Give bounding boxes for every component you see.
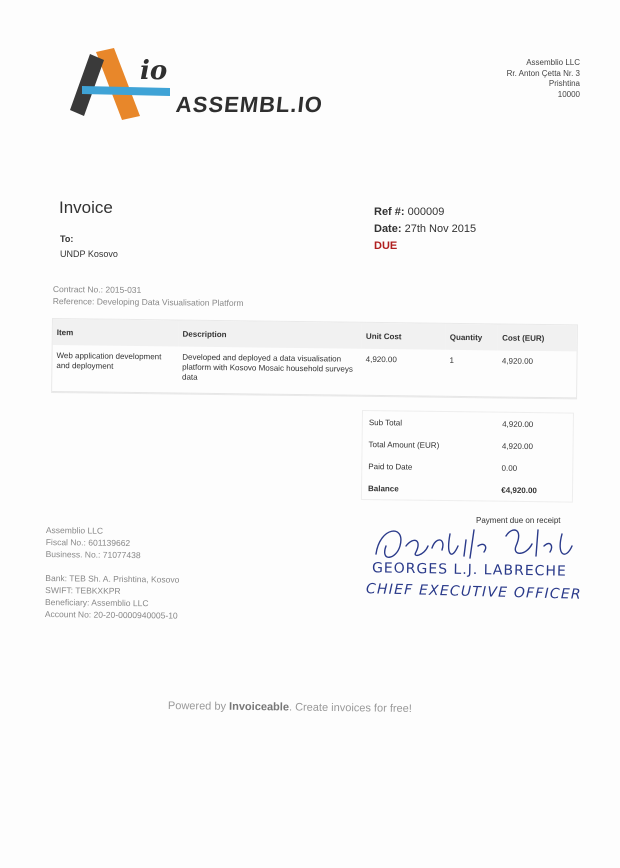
address-line: Rr. Anton Çetta Nr. 3: [506, 68, 580, 78]
address-line: Assemblio LLC: [526, 58, 580, 67]
logo-io-text: io: [140, 56, 168, 86]
totals-table: [361, 410, 574, 503]
paid-value: 0.00: [501, 463, 518, 473]
business-number: Business. No.: 71077438: [45, 548, 141, 561]
balance-label: Balance: [367, 483, 399, 493]
swift-code: SWIFT: TEBKXKPR: [45, 584, 121, 596]
invoice-title: Invoice: [59, 198, 113, 217]
ref-value: 000009: [407, 206, 445, 218]
logo-name-text: ASSEMBL.IO: [174, 92, 325, 117]
logo-orange-bar: [96, 48, 140, 120]
bank-company: Assemblio LLC: [45, 524, 104, 536]
payment-due-note: Payment due on receipt: [476, 516, 561, 525]
account-number: Account No: 20-20-0000940005-10: [44, 608, 178, 621]
powered-prefix: Powered by: [167, 700, 227, 713]
company-address: [507, 58, 580, 100]
signatory-title: CHIEF EXECUTIVE OFFICER: [365, 581, 583, 603]
contract-reference: Reference: Developing Data Visualisation Platform: [52, 295, 244, 308]
table-row: [52, 345, 577, 397]
beneficiary: Beneficiary: Assemblio LLC: [44, 596, 149, 609]
date-label: Date:: [374, 223, 402, 235]
subtotal-value: 4,920.00: [502, 419, 534, 429]
signatory-name: GEORGES L.J. LABRECHE: [371, 560, 567, 580]
logo-blue-bar: [82, 86, 170, 96]
bank-name: Bank: TEB Sh. A. Prishtina, Kosovo: [45, 572, 180, 585]
total-amount-label: Total Amount (EUR): [368, 439, 440, 450]
bank-info: [45, 524, 180, 622]
contract-info: [53, 283, 244, 309]
recipient-name: UNDP Kosovo: [60, 249, 118, 259]
balance-row: [362, 477, 572, 502]
status-badge: DUE: [374, 240, 398, 252]
total-amount-row: [362, 433, 572, 458]
balance-value: €4,920.00: [501, 485, 537, 495]
column-header-description: Description: [178, 321, 362, 349]
date-value: 27th Nov 2015: [404, 223, 477, 235]
items-table: [51, 318, 578, 399]
subtotal-label: Sub Total: [368, 417, 403, 427]
address-line: Prishtina: [548, 79, 580, 88]
column-header-quantity: Quantity: [446, 324, 499, 351]
paid-label: Paid to Date: [368, 461, 413, 472]
to-label: To:: [60, 234, 74, 244]
address-line: 10000: [557, 89, 580, 99]
cell-item: Web application development and deployment: [56, 351, 162, 371]
column-header-cost: Cost (EUR): [498, 324, 577, 351]
column-header-item: Item: [53, 319, 179, 347]
cell-description: Developed and deployed a data visualisation platform with Kosovo Mosaic household surveys data: [181, 352, 353, 382]
subtotal-row: [363, 411, 573, 436]
cell-unit-cost: 4,920.00: [365, 354, 397, 365]
column-header-unit-cost: Unit Cost: [362, 323, 446, 350]
cell-quantity: 1: [449, 355, 455, 365]
total-amount-value: 4,920.00: [501, 441, 534, 451]
powered-by-footer: [168, 700, 412, 715]
invoiceable-link[interactable]: Invoiceable: [229, 700, 290, 714]
cell-cost: 4,920.00: [501, 356, 534, 366]
contract-number: Contract No.: 2015-031: [52, 283, 142, 295]
ref-label: Ref #:: [374, 206, 405, 218]
fiscal-number: Fiscal No.: 601139662: [45, 536, 131, 549]
logo-dark-bar: [70, 54, 104, 116]
paid-row: [362, 455, 572, 480]
powered-tagline: . Create invoices for free!: [288, 701, 412, 715]
reference-block: [374, 204, 476, 255]
